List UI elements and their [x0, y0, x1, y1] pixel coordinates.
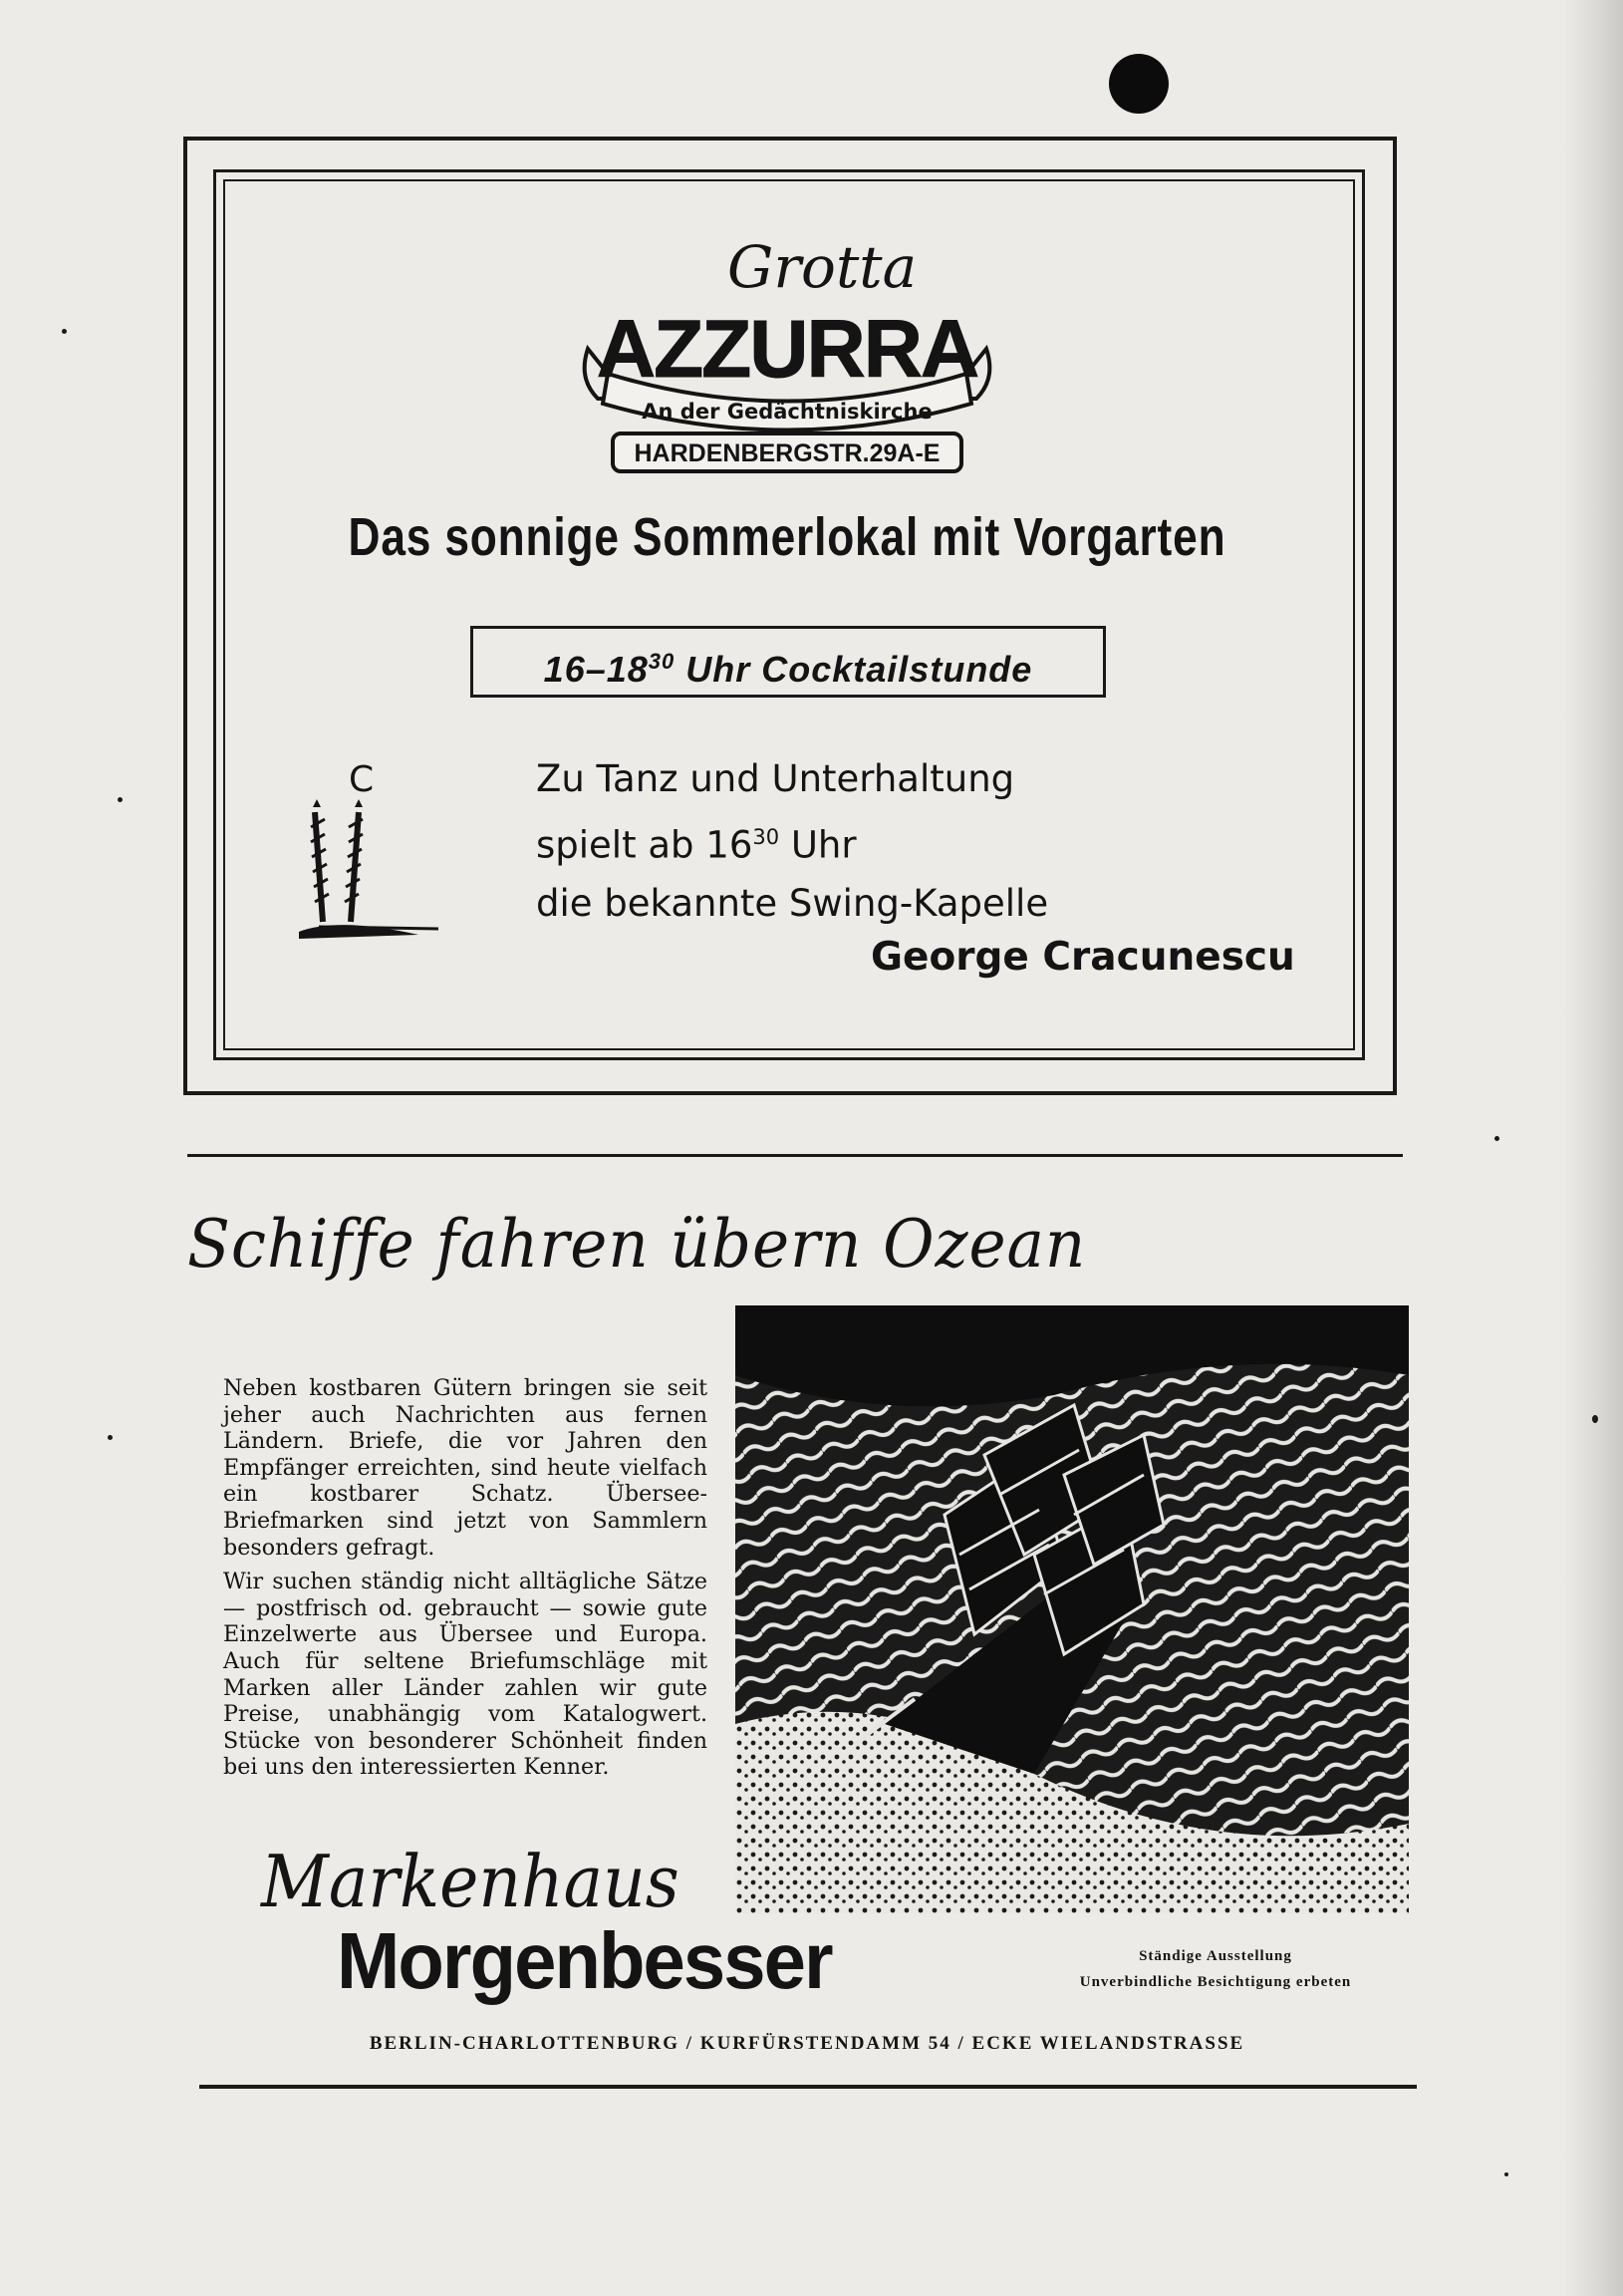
grotta-azzurra-logo	[578, 229, 996, 478]
scan-speck	[1504, 2172, 1508, 2176]
exhibit-line-1: Ständige Ausstellung	[1139, 1948, 1292, 1964]
lantern-illustration	[299, 757, 448, 977]
lantern-letter: C	[349, 759, 375, 800]
exhibit-note	[1006, 1943, 1425, 1995]
body-paragraph-2: Wir suchen ständig nicht alltägliche Sätze — postfrisch od. gebraucht — sowie gute Einzelwerte aus Übersee und Europa. Auch für seltene Briefumschläge mit Marken aller Länder zahlen wir gute Preise, unabhängig vom Katalogwert. Stücke von besonderer Schönheit finden bei uns den interessierten Kenner.	[223, 1569, 707, 1781]
stamp-ad-body	[223, 1375, 707, 1789]
brand-script-logo: Markenhaus	[261, 1840, 679, 1923]
punch-hole	[1109, 54, 1169, 114]
cocktail-label: Uhr Cocktailstunde	[675, 649, 1033, 690]
scan-speck	[1494, 1136, 1499, 1141]
dance-line-3: die bekannte Swing-Kapelle	[536, 882, 1049, 926]
scan-speck	[62, 329, 67, 334]
dance-announcement	[536, 749, 1048, 933]
logo-ribbon-text: An der Gedächtniskirche	[642, 400, 933, 424]
section-divider	[187, 1154, 1403, 1157]
logo-address-text: HARDENBERGSTR.29A-E	[634, 439, 941, 467]
cocktail-time-start: 16–18	[543, 649, 649, 690]
scan-speck	[108, 1435, 113, 1440]
exhibit-line-2: Unverbindliche Besichtigung erbeten	[1079, 1974, 1352, 1990]
scan-speck	[1592, 1415, 1598, 1423]
cocktail-hour-box	[470, 626, 1106, 698]
dance-time-sup: 30	[752, 825, 780, 849]
scan-speck	[118, 797, 123, 802]
shop-address: BERLIN-CHARLOTTENBURG / KURFÜRSTENDAMM 54 / ECKE WIELANDSTRASSE	[369, 2033, 1245, 2054]
dance-line-2	[536, 808, 1048, 874]
logo-name-text: AZZURRA	[596, 304, 978, 395]
bottom-rule	[199, 2085, 1417, 2089]
band-name: George Cracunescu	[871, 935, 1295, 980]
body-paragraph-1: Neben kostbaren Gütern bringen sie seit jeher auch Nachrichten aus fernen Ländern. Briefe, die vor Jahren den Empfänger erreichten, sind heute vielfach ein kostbarer Schatz. Übersee-Briefmarken sind jetzt von Sammlern besonders gefragt.	[223, 1375, 707, 1561]
dance-time-suffix: Uhr	[779, 823, 857, 867]
ad-headline: Das sonnige Sommerlokal mit Vorgarten	[348, 507, 1226, 567]
logo-script-text: Grotta	[727, 233, 918, 301]
dance-time-prefix: spielt ab 16	[536, 823, 753, 867]
page-edge-shadow	[1563, 0, 1623, 2296]
cocktail-time-sup: 30	[648, 649, 676, 674]
stamp-ad-headline: Schiffe fahren übern Ozean	[187, 1206, 1087, 1283]
brand-name-logo: Morgenbesser	[337, 1916, 832, 2005]
dance-line-1: Zu Tanz und Unterhaltung	[536, 757, 1015, 800]
sailing-ship-illustration	[735, 1305, 1409, 1913]
